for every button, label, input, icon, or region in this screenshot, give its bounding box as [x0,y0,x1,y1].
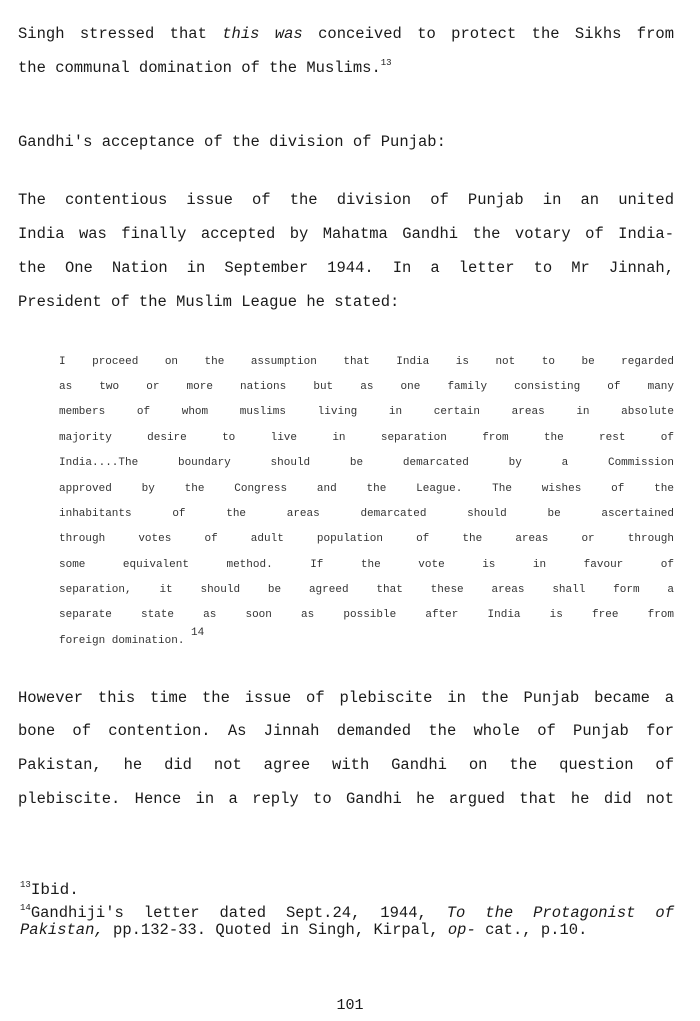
text-line: The contentious issue of the division of Punjab in an united [18,191,674,209]
page-number: 101 [336,997,364,1014]
text-line: President of the Muslim League he stated: [18,293,400,311]
text-line: plebiscite. Hence in a reply to Gandhi he argued that he did not [18,790,674,808]
footnote-ref: 13 [380,58,392,68]
text-line: Pakistan, he did not agree with Gandhi on the question of [18,756,674,774]
footnote-13: $^{13}$Ibid. [20,880,79,899]
footnote-14-continued: Pakistan, pp.132-33. Quoted in Singh, Kirpal, op- cat., p.10. [20,921,588,939]
quote-line: separate state as soon as possible after India is free from [59,609,674,621]
section-heading: Gandhi's acceptance of the division of Punjab: [18,133,446,151]
quote-line: I proceed on the assumption that India is not to be regarded [59,356,674,368]
text-line: bone of contention. As Jinnah demanded the whole of Punjab for [18,722,674,740]
quote-line: as two or more nations but as one family consisting of many [59,381,674,393]
text-line: India was finally accepted by Mahatma Gandhi the votary of India- [18,225,674,243]
quote-line: inhabitants of the areas demarcated should be ascertained [59,508,674,520]
quote-line: foreign domination. $^{14}$ [59,627,205,647]
quote-line: some equivalent method. If the vote is in favour of [59,559,674,571]
footnote-14: $^{14}$Gandhiji's letter dated Sept.24, 1944, To the Protagonist of [20,903,674,922]
footnote-ref: 14 [191,627,205,639]
text-line: the communal domination of the Muslims.$^{13}$ [18,58,392,77]
quote-line: majority desire to live in separation from the rest of [59,432,674,444]
text-line: the One Nation in September 1944. In a letter to Mr Jinnah, [18,259,674,277]
quote-line: approved by the Congress and the League. The wishes of the [59,483,674,495]
quote-line: members of whom muslims living in certain areas in absolute [59,406,674,418]
quote-line: India....The boundary should be demarcated by a Commission [59,457,674,469]
text-line: However this time the issue of plebiscite in the Punjab became a [18,689,674,707]
quote-line: through votes of adult population of the areas or through [59,533,674,545]
quote-line: separation, it should be agreed that these areas shall form a [59,584,674,596]
text-line: Singh stressed that this was conceived to protect the Sikhs from [18,25,675,43]
